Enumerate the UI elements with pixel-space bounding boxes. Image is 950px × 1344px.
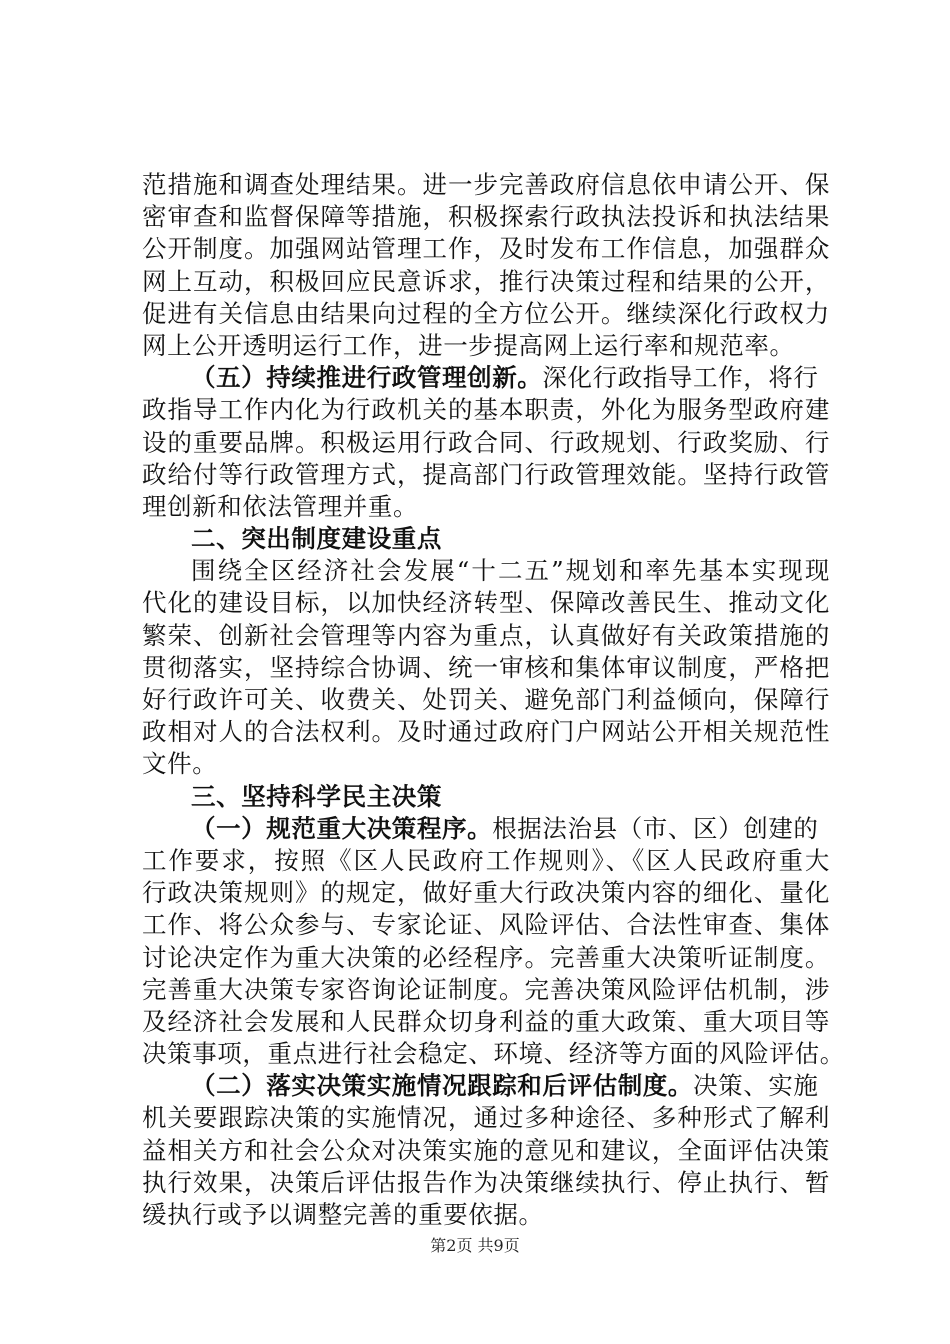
body-line: 益相关方和社会公众对决策实施的意见和建议，全面评估决策: [142, 1135, 830, 1165]
body-line: 讨论决定作为重大决策的必经程序。完善重大决策听证制度。: [142, 942, 830, 972]
section-heading: 二、突出制度建设重点: [191, 524, 442, 554]
body-line: 工作、将公众参与、专家论证、风险评估、合法性审查、集体: [142, 910, 830, 940]
paragraph-admin-innovation: [142, 362, 830, 523]
section-heading: 三、坚持科学民主决策: [191, 781, 442, 811]
document-body: [142, 169, 845, 1231]
body-line: 密审查和监督保障等措施，积极探索行政执法投诉和执法结果: [142, 202, 830, 232]
body-text: 深化行政指导工作，将行: [542, 363, 819, 393]
body-line: 机关要跟踪决策的实施情况，通过多种途径、多种形式了解利: [142, 1103, 830, 1133]
paragraph-info-disclosure: [142, 169, 830, 362]
paragraph-first-line: [142, 1070, 830, 1102]
body-line: 政给付等行政管理方式，提高部门行政管理效能。坚持行政管: [142, 459, 830, 489]
body-text: 决策、实施: [693, 1071, 819, 1101]
subsection-heading: （五）持续推进行政管理创新。: [191, 363, 543, 393]
body-line: 理创新和依法管理并重。: [142, 491, 419, 521]
body-line: 工作要求，按照《区人民政府工作规则》、《区人民政府重大: [142, 845, 830, 875]
paragraph-decision-evaluation: [142, 1070, 830, 1231]
body-line: 文件。: [142, 749, 218, 779]
page-number-footer: 第2页 共9页: [430, 1236, 520, 1255]
paragraph-first-line: [142, 813, 830, 845]
body-line: 行政决策规则》的规定，做好重大行政决策内容的细化、量化: [142, 878, 830, 908]
body-line: 政相对人的合法权利。及时通过政府门户网站公开相关规范性: [142, 717, 830, 747]
body-line: 及经济社会发展和人民群众切身利益的重大政策、重大项目等: [142, 1006, 830, 1036]
body-line: 好行政许可关、收费关、处罚关、避免部门利益倾向，保障行: [142, 685, 830, 714]
body-line: 网上公开透明运行工作，进一步提高网上运行率和规范率。: [142, 330, 795, 360]
paragraph-decision-procedure: [142, 813, 845, 1071]
subsection-heading: （一）规范重大决策程序。: [191, 813, 493, 843]
body-line: 贯彻落实，坚持综合协调、统一审核和集体审议制度，严格把: [142, 652, 830, 682]
body-line: 网上互动，积极回应民意诉求，推行决策过程和结果的公开，: [142, 266, 830, 296]
subsection-heading: （二）落实决策实施情况跟踪和后评估制度。: [191, 1071, 693, 1101]
body-line: 公开制度。加强网站管理工作，及时发布工作信息，加强群众: [142, 234, 830, 264]
body-line: 范措施和调查处理结果。进一步完善政府信息依申请公开、保: [142, 170, 830, 199]
paragraph-system-building: [142, 555, 830, 780]
paragraph-first-line: [142, 362, 830, 394]
body-line: 执行效果，决策后评估报告作为决策继续执行、停止执行、暂: [142, 1167, 830, 1197]
body-line: 繁荣、创新社会管理等内容为重点，认真做好有关政策措施的: [142, 620, 830, 650]
body-line: 代化的建设目标，以加快经济转型、保障改善民生、推动文化: [142, 588, 830, 618]
body-line: 决策事项，重点进行社会稳定、环境、经济等方面的风险评估。: [142, 1039, 845, 1069]
body-line: 缓执行或予以调整完善的重要依据。: [142, 1200, 544, 1229]
body-line: 完善重大决策专家咨询论证制度。完善决策风险评估机制，涉: [142, 974, 830, 1004]
body-text: 根据法治县（市、区）创建的: [492, 813, 819, 843]
body-line: 设的重要品牌。积极运用行政合同、行政规划、行政奖励、行: [142, 427, 830, 457]
body-line: 促进有关信息由结果向过程的全方位公开。继续深化行政权力: [142, 298, 830, 328]
body-line: 政指导工作内化为行政机关的基本职责，外化为服务型政府建: [142, 395, 830, 425]
body-line: 围绕全区经济社会发展“十二五”规划和率先基本实现现: [191, 556, 830, 586]
